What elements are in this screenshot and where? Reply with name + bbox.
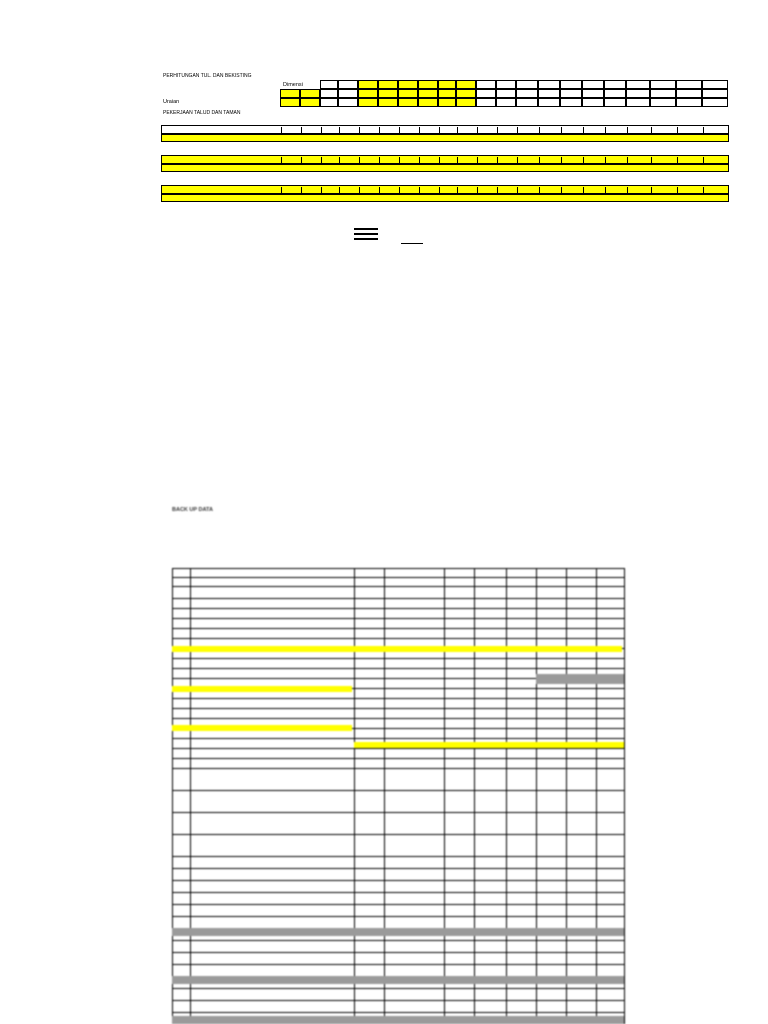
grid-line xyxy=(172,1000,624,1001)
shaded-row xyxy=(536,674,624,684)
grid-line xyxy=(172,708,624,709)
grid-line xyxy=(172,952,624,953)
grid-line xyxy=(384,568,385,1024)
grid-line xyxy=(172,586,624,587)
grid-line xyxy=(172,988,624,989)
grid-line xyxy=(172,916,624,917)
grid-line xyxy=(624,568,625,1024)
grid-line xyxy=(172,618,624,619)
grid-line xyxy=(506,568,507,1024)
grid-line xyxy=(172,1012,624,1013)
grid-line xyxy=(172,856,624,857)
grid-line xyxy=(190,568,191,1024)
grid-line xyxy=(172,768,624,769)
grid-line xyxy=(474,568,475,1024)
dimensi-label: Dimensi xyxy=(283,82,303,88)
highlight-row xyxy=(172,686,352,692)
grid-line xyxy=(172,904,624,905)
highlight-row xyxy=(354,742,624,748)
grid-line xyxy=(172,790,624,791)
grid-line xyxy=(172,568,624,569)
grid-line xyxy=(354,568,355,1024)
grid-line xyxy=(172,718,624,719)
grid-line xyxy=(172,668,624,669)
grid-line xyxy=(172,698,624,699)
grid-line xyxy=(172,568,173,1024)
grid-line xyxy=(172,738,624,739)
grid-line xyxy=(172,940,624,941)
grid-line xyxy=(172,964,624,965)
grid-line xyxy=(172,868,624,869)
grid-line xyxy=(172,758,624,759)
grid-line xyxy=(444,568,445,1024)
uraian-label: Uraian xyxy=(163,99,180,105)
backup-title: BACK UP DATA xyxy=(172,507,213,513)
grid-line xyxy=(172,834,624,835)
highlight-row xyxy=(172,725,352,731)
shaded-row xyxy=(172,1016,624,1024)
shaded-row xyxy=(172,976,624,984)
grid-line xyxy=(172,608,624,609)
grid-line xyxy=(172,638,624,639)
grid-line xyxy=(172,577,624,578)
sheet-title: PERHITUNGAN TUL. DAN BEKISTING xyxy=(163,73,252,79)
grid-line xyxy=(536,568,537,1024)
shaded-row xyxy=(172,928,624,936)
grid-line xyxy=(172,812,624,813)
section-title: PEKERJAAN TALUD DAN TAMAN xyxy=(163,110,241,116)
grid-line xyxy=(172,658,624,659)
grid-line xyxy=(172,628,624,629)
grid-line xyxy=(172,598,624,599)
grid-line xyxy=(172,892,624,893)
grid-line xyxy=(172,880,624,881)
highlight-row xyxy=(172,646,622,652)
grid-line xyxy=(172,748,624,749)
grid-line xyxy=(596,568,597,1024)
grid-line xyxy=(566,568,567,1024)
